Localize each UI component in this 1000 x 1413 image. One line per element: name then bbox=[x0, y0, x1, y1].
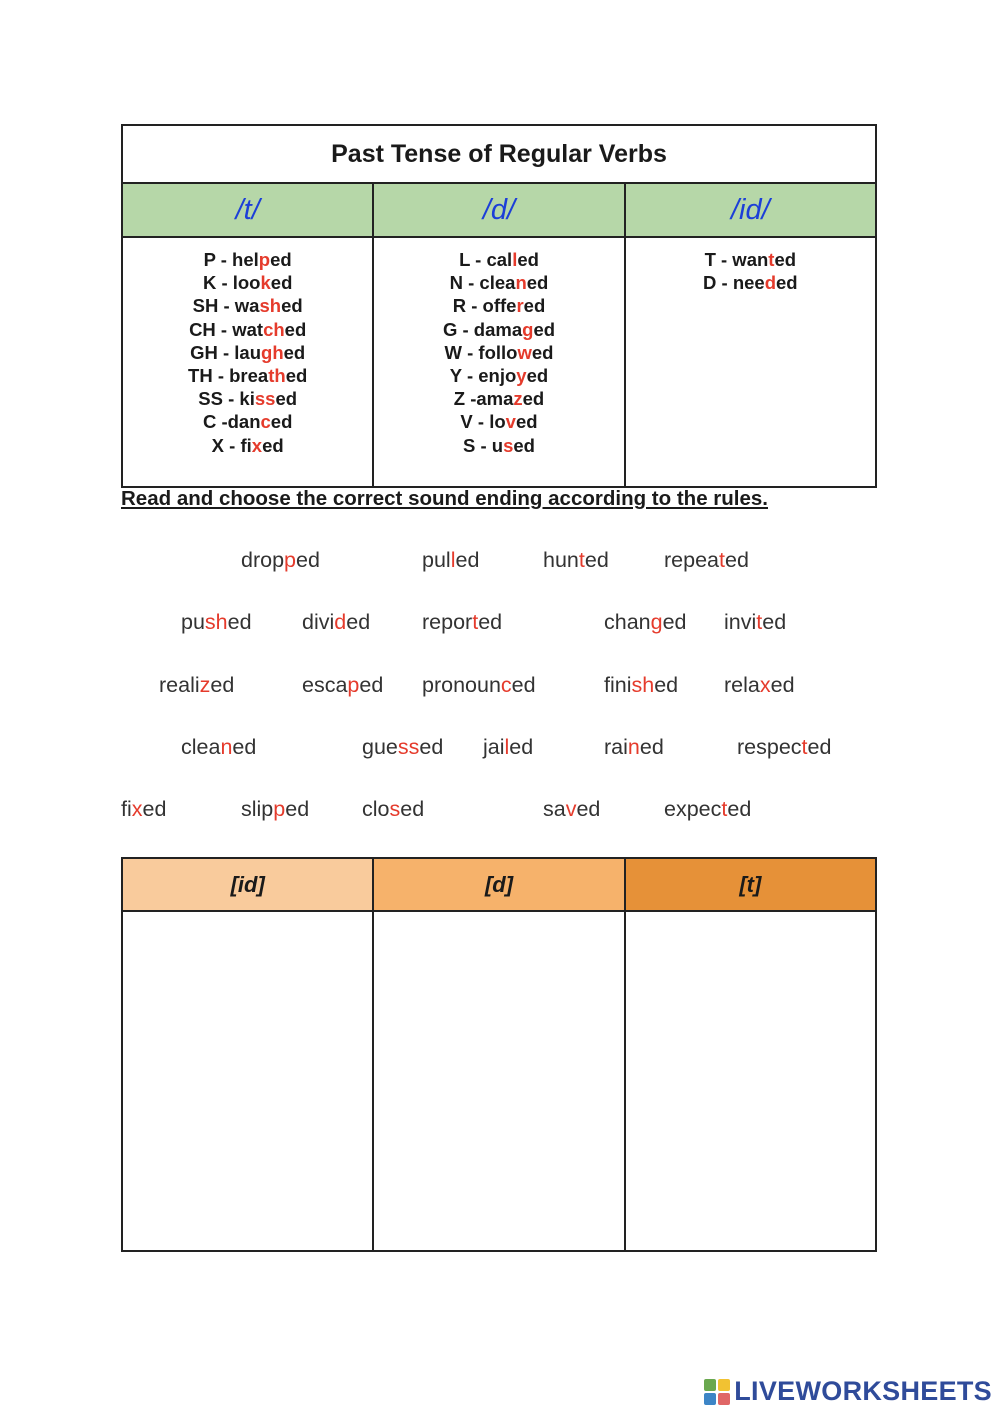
rule-entry-highlight: g bbox=[522, 318, 534, 340]
rule-entry-highlight: s bbox=[503, 434, 514, 456]
word-part: pronoun bbox=[422, 673, 501, 697]
rule-entry bbox=[374, 434, 623, 457]
word-highlight: sh bbox=[631, 673, 655, 697]
word-item[interactable] bbox=[181, 610, 252, 635]
rule-entry-prefix: D - nee bbox=[703, 272, 765, 294]
answer-header-d: [d] bbox=[374, 859, 625, 910]
word-part: jai bbox=[483, 735, 505, 759]
word-item[interactable] bbox=[422, 673, 536, 698]
drop-zone-t[interactable] bbox=[626, 912, 875, 1250]
rule-entry bbox=[123, 387, 372, 410]
rule-entry-prefix: W - follo bbox=[444, 341, 518, 363]
brand-name: LIVEWORKSHEETS bbox=[734, 1376, 992, 1406]
rule-entry-highlight: y bbox=[516, 365, 527, 387]
rule-entry-highlight: r bbox=[516, 295, 524, 317]
rule-entry-suffix: ed bbox=[522, 388, 545, 410]
word-highlight: n bbox=[627, 735, 640, 759]
rule-entry-prefix: TH - brea bbox=[188, 365, 269, 387]
word-part: ed bbox=[419, 735, 444, 759]
rule-entry-suffix: ed bbox=[281, 295, 303, 317]
rule-entry-prefix: P - hel bbox=[203, 249, 259, 270]
rule-entry-prefix: G - dama bbox=[442, 318, 523, 340]
word-part: ed bbox=[142, 797, 167, 821]
word-item[interactable] bbox=[422, 548, 479, 573]
word-highlight: t bbox=[721, 797, 728, 821]
answer-body-row bbox=[123, 912, 875, 1250]
word-highlight: x bbox=[131, 797, 143, 821]
rule-entry-highlight: p bbox=[258, 249, 271, 270]
word-part: ed bbox=[210, 673, 235, 697]
word-item[interactable] bbox=[604, 673, 678, 698]
rule-entry-prefix: N - clea bbox=[449, 272, 516, 294]
rule-entry-highlight: x bbox=[251, 434, 263, 456]
rule-entry bbox=[626, 248, 875, 271]
rule-entry-prefix: T - wan bbox=[704, 249, 769, 270]
rule-entry-suffix: ed bbox=[283, 341, 306, 363]
rule-entry-highlight: v bbox=[505, 411, 516, 433]
rule-entry bbox=[374, 410, 623, 433]
word-highlight: t bbox=[719, 548, 725, 572]
word-item[interactable] bbox=[604, 735, 664, 760]
rules-table bbox=[121, 124, 877, 488]
rule-entry-prefix: L - cal bbox=[459, 249, 513, 270]
word-part: pu bbox=[181, 610, 205, 634]
word-part: ed bbox=[455, 548, 480, 572]
word-part: repor bbox=[422, 610, 473, 634]
word-item[interactable] bbox=[543, 548, 609, 573]
rule-entry-suffix: ed bbox=[776, 272, 798, 294]
rule-entry bbox=[123, 318, 372, 341]
drop-zone-d[interactable] bbox=[374, 912, 625, 1250]
rule-entry-prefix: Y - enjo bbox=[449, 365, 517, 387]
word-part: ed bbox=[770, 673, 795, 697]
rule-entry-prefix: V - lo bbox=[460, 411, 506, 433]
word-part: ed bbox=[359, 673, 384, 697]
word-part: drop bbox=[241, 548, 285, 572]
rule-entry bbox=[123, 364, 372, 387]
word-item[interactable] bbox=[664, 797, 751, 822]
word-part: rela bbox=[724, 673, 760, 697]
rules-body-row bbox=[123, 238, 875, 486]
rule-entry-suffix: ed bbox=[517, 249, 539, 270]
word-part: ed bbox=[662, 610, 687, 634]
rule-entry-suffix: ed bbox=[533, 318, 556, 340]
word-part: divi bbox=[302, 610, 335, 634]
word-highlight: v bbox=[565, 797, 577, 821]
rule-entry bbox=[626, 271, 875, 294]
word-highlight: l bbox=[450, 548, 456, 572]
word-highlight: l bbox=[504, 735, 510, 759]
answer-table bbox=[121, 857, 877, 1252]
word-part: ed bbox=[296, 548, 320, 572]
word-item[interactable] bbox=[121, 797, 166, 822]
rule-entry-highlight: gh bbox=[261, 341, 284, 363]
rule-entry-prefix: R - offe bbox=[452, 295, 517, 317]
rule-entry bbox=[374, 271, 623, 294]
word-part: ed bbox=[232, 735, 257, 759]
word-item[interactable] bbox=[543, 797, 600, 822]
word-part: ed bbox=[576, 797, 601, 821]
word-part: expec bbox=[664, 797, 722, 821]
rule-entry bbox=[374, 294, 623, 317]
rule-entry-highlight: sh bbox=[259, 295, 282, 317]
rule-entry-prefix: SS - ki bbox=[198, 388, 255, 410]
word-part: chan bbox=[604, 610, 651, 634]
rule-entry bbox=[374, 318, 623, 341]
rule-entry-prefix: C -dan bbox=[202, 411, 261, 433]
word-part: rai bbox=[604, 735, 628, 759]
rule-entry-suffix: ed bbox=[526, 365, 549, 387]
rules-table-title: Past Tense of Regular Verbs bbox=[123, 126, 875, 184]
rule-entry bbox=[123, 434, 372, 457]
word-part: ed bbox=[584, 548, 609, 572]
word-highlight: p bbox=[284, 548, 297, 572]
word-item[interactable] bbox=[724, 673, 795, 698]
word-item[interactable] bbox=[181, 735, 256, 760]
word-part: clea bbox=[181, 735, 221, 759]
rule-entry bbox=[374, 248, 623, 271]
rules-column-d bbox=[374, 238, 625, 486]
word-item[interactable] bbox=[302, 610, 370, 635]
word-highlight: s bbox=[389, 797, 401, 821]
word-item[interactable] bbox=[737, 735, 831, 760]
rule-entry-prefix: Z -ama bbox=[453, 388, 514, 410]
word-part: ed bbox=[724, 548, 749, 572]
rule-entry-prefix: X - fi bbox=[211, 434, 252, 456]
rule-entry-suffix: ed bbox=[515, 411, 538, 433]
rule-entry-suffix: ed bbox=[285, 365, 308, 387]
liveworksheets-logo bbox=[704, 1376, 992, 1407]
word-part: ed bbox=[227, 610, 252, 634]
word-highlight: g bbox=[650, 610, 663, 634]
word-item[interactable] bbox=[362, 735, 443, 760]
rule-entry-suffix: ed bbox=[531, 341, 554, 363]
word-highlight: n bbox=[220, 735, 233, 759]
rule-entry-highlight: ch bbox=[263, 318, 285, 340]
rule-entry-highlight: n bbox=[515, 272, 527, 294]
word-item[interactable] bbox=[362, 797, 424, 822]
word-part: gue bbox=[362, 735, 398, 759]
word-part: ed bbox=[762, 610, 787, 634]
answer-header-t: [t] bbox=[626, 859, 875, 910]
word-item[interactable] bbox=[604, 610, 687, 635]
rule-entry-suffix: ed bbox=[270, 249, 292, 270]
liveworksheets-icon bbox=[704, 1379, 730, 1405]
rule-entry bbox=[374, 387, 623, 410]
rule-entry-prefix: S - u bbox=[463, 434, 504, 456]
rule-entry-highlight: w bbox=[517, 341, 532, 363]
rule-entry bbox=[374, 341, 623, 364]
word-highlight: t bbox=[472, 610, 479, 634]
logo-square bbox=[718, 1379, 730, 1391]
word-part: ed bbox=[727, 797, 752, 821]
header-id-sound: /id/ bbox=[626, 184, 875, 238]
answer-header-row bbox=[123, 859, 875, 912]
word-part: reali bbox=[159, 673, 200, 697]
word-highlight: x bbox=[759, 673, 771, 697]
rules-column-id bbox=[626, 238, 875, 486]
word-item[interactable] bbox=[664, 548, 749, 573]
rule-entry-highlight: th bbox=[268, 365, 286, 387]
word-part: hun bbox=[543, 548, 579, 572]
header-t-sound: /t/ bbox=[123, 184, 374, 238]
rule-entry bbox=[374, 364, 623, 387]
word-highlight: sh bbox=[204, 610, 228, 634]
word-item[interactable] bbox=[483, 735, 533, 760]
word-part: ed bbox=[511, 673, 536, 697]
rule-entry-highlight: d bbox=[764, 272, 777, 294]
word-part: ed bbox=[478, 610, 503, 634]
word-part: sa bbox=[543, 797, 566, 821]
word-part: repea bbox=[664, 548, 719, 572]
word-highlight: z bbox=[199, 673, 211, 697]
word-part: fi bbox=[121, 797, 132, 821]
drop-zone-id[interactable] bbox=[123, 912, 374, 1250]
rule-entry-suffix: ed bbox=[284, 318, 307, 340]
word-part: slip bbox=[241, 797, 274, 821]
word-highlight: t bbox=[756, 610, 763, 634]
rule-entry-suffix: ed bbox=[275, 388, 298, 410]
rule-entry-prefix: GH - lau bbox=[190, 341, 262, 363]
rules-column-t bbox=[123, 238, 374, 486]
rule-entry bbox=[123, 248, 372, 271]
word-part: ed bbox=[654, 673, 679, 697]
word-highlight: p bbox=[347, 673, 360, 697]
rule-entry-highlight: k bbox=[260, 272, 271, 294]
logo-square bbox=[704, 1379, 716, 1391]
rule-entry-suffix: ed bbox=[270, 411, 293, 433]
word-item[interactable] bbox=[159, 673, 234, 698]
answer-header-id: [id] bbox=[123, 859, 374, 910]
header-d-sound: /d/ bbox=[374, 184, 625, 238]
word-part: invi bbox=[724, 610, 757, 634]
instruction-text: Read and choose the correct sound ending according to the rules. bbox=[121, 487, 768, 510]
word-part: ed bbox=[400, 797, 425, 821]
rule-entry-highlight: c bbox=[260, 411, 271, 433]
word-part: ed bbox=[346, 610, 371, 634]
rule-entry bbox=[123, 294, 372, 317]
word-part: esca bbox=[302, 673, 348, 697]
word-highlight: t bbox=[801, 735, 808, 759]
rule-entry-suffix: ed bbox=[262, 434, 284, 456]
word-highlight: ss bbox=[397, 735, 420, 759]
word-part: pul bbox=[422, 548, 451, 572]
rule-entry-highlight: t bbox=[768, 249, 775, 270]
word-item[interactable] bbox=[422, 610, 502, 635]
rule-entry-suffix: ed bbox=[513, 434, 535, 456]
word-part: ed bbox=[285, 797, 310, 821]
rule-entry bbox=[123, 341, 372, 364]
rule-entry-suffix: ed bbox=[774, 249, 797, 270]
word-part: ed bbox=[639, 735, 664, 759]
word-highlight: t bbox=[578, 548, 585, 572]
word-part: ed bbox=[509, 735, 534, 759]
word-highlight: c bbox=[500, 673, 512, 697]
rule-entry-highlight: ss bbox=[254, 388, 276, 410]
word-item[interactable] bbox=[241, 548, 320, 573]
word-highlight: p bbox=[273, 797, 286, 821]
rule-entry-highlight: z bbox=[513, 388, 523, 410]
rule-entry bbox=[123, 271, 372, 294]
word-highlight: d bbox=[334, 610, 347, 634]
word-item[interactable] bbox=[302, 673, 383, 698]
rule-entry bbox=[123, 410, 372, 433]
rule-entry-prefix: CH - wat bbox=[189, 318, 264, 340]
rule-entry-suffix: ed bbox=[526, 272, 549, 294]
word-part: clo bbox=[362, 797, 390, 821]
rule-entry-prefix: K - loo bbox=[202, 272, 261, 294]
rule-entry-suffix: ed bbox=[270, 272, 293, 294]
word-item[interactable] bbox=[241, 797, 309, 822]
word-item[interactable] bbox=[724, 610, 786, 635]
logo-square bbox=[704, 1393, 716, 1405]
word-part: fini bbox=[604, 673, 632, 697]
logo-square bbox=[718, 1393, 730, 1405]
rule-entry-highlight: l bbox=[512, 249, 518, 270]
rule-entry-suffix: ed bbox=[523, 295, 546, 317]
word-part: ed bbox=[807, 735, 832, 759]
word-part: respec bbox=[737, 735, 802, 759]
rules-header-row bbox=[123, 184, 875, 238]
rule-entry-prefix: SH - wa bbox=[192, 295, 260, 317]
